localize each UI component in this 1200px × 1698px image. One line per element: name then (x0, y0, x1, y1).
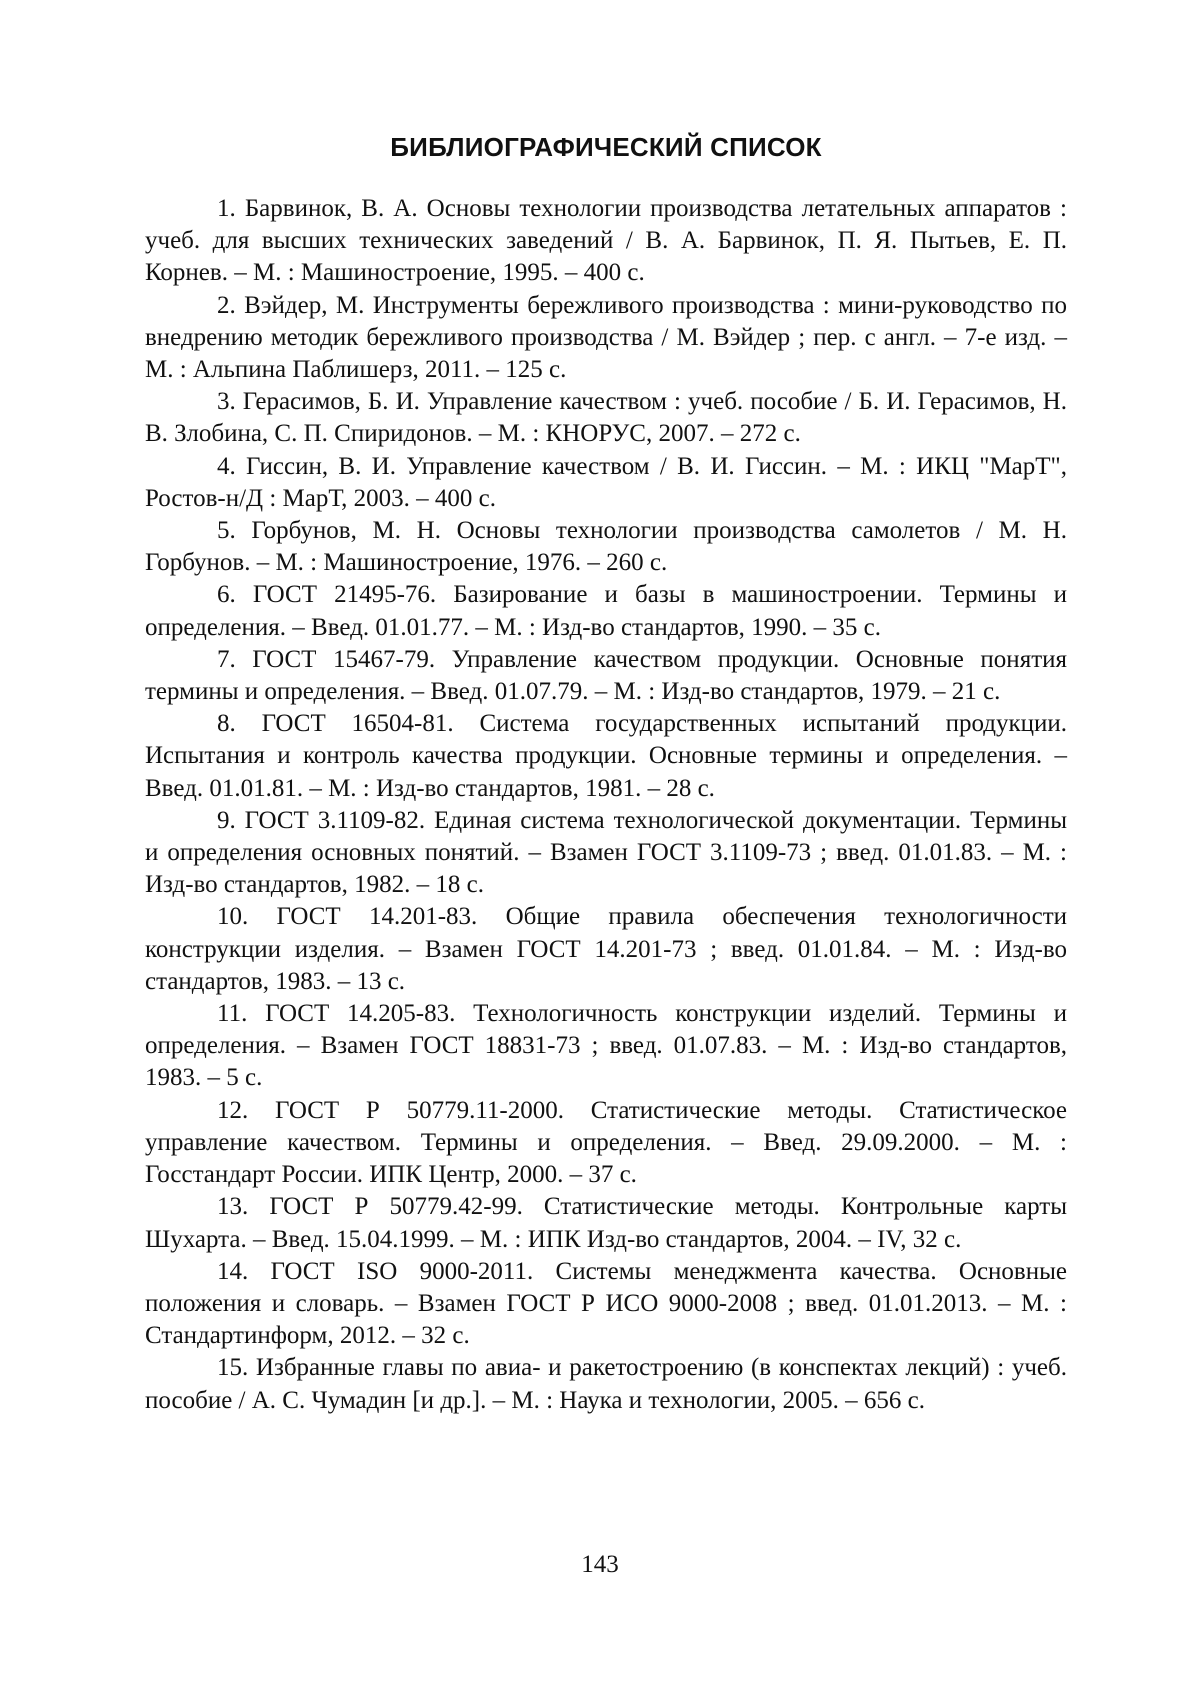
bibliography-list (145, 193, 1067, 1417)
reference-item: 9. ГОСТ 3.1109-82. Единая система технологической документации. Термины и определения основных понятий. – Взамен ГОСТ 3.1109-73 ; введ. 01.01.83. – М. : Изд-во стандартов, 1982. – 18 с. (145, 806, 1067, 899)
reference-item: 8. ГОСТ 16504-81. Система государственных испытаний продукции. Испытания и контроль качества продукции. Основные термины и определения. – Введ. 01.01.81. – М. : Изд-во стандартов, 1981. – 28 с. (145, 710, 1067, 802)
reference-item: 10. ГОСТ 14.201-83. Общие правила обеспечения технологичности конструкции изделия. – Взамен ГОСТ 14.201-73 ; введ. 01.01.84. – М. : Изд-во стандартов, 1983. – 13 с. (145, 903, 1067, 995)
reference-item: 7. ГОСТ 15467-79. Управление качеством продукции. Основные понятия термины и определения. – Введ. 01.07.79. – М. : Изд-во стандартов, 1979. – 21 с. (145, 645, 1067, 706)
reference-item: 3. Герасимов, Б. И. Управление качеством : учеб. пособие / Б. И. Герасимов, Н. В. Злобина, С. П. Спиридонов. – М. : КНОРУС, 2007. – 272 с. (145, 388, 1067, 448)
reference-item: 2. Вэйдер, М. Инструменты бережливого производства : мини-руководство по внедрению методик бережливого производства / М. Вэйдер ; пер. с англ. – 7-е изд. – М. : Альпина Паблишерз, 2011. – 125 с. (145, 291, 1067, 384)
reference-item: 14. ГОСТ ISO 9000-2011. Системы менеджмента качества. Основные положения и словарь. – Взамен ГОСТ Р ИСО 9000-2008 ; введ. 01.01.2013. – М. : Стандартинформ, 2012. – 32 с. (145, 1257, 1067, 1350)
reference-item: 5. Горбунов, М. Н. Основы технологии производства самолетов / М. Н. Горбунов. – М. : Машиностроение, 1976. – 260 с. (145, 517, 1067, 577)
reference-item: 13. ГОСТ Р 50779.42-99. Статистические методы. Контрольные карты Шухарта. – Введ. 15.04.1999. – М. : ИПК Изд-во стандартов, 2004. – IV, 32 с. (145, 1193, 1067, 1253)
reference-item: 6. ГОСТ 21495-76. Базирование и базы в машиностроении. Термины и определения. – Введ. 01.01.77. – М. : Изд-во стандартов, 1990. – 35 с. (145, 581, 1067, 641)
page-title: БИБЛИОГРАФИЧЕСКИЙ СПИСОК (390, 132, 822, 162)
page-content (145, 132, 1067, 1417)
reference-item: 12. ГОСТ Р 50779.11-2000. Статистические методы. Статистическое управление качеством. Термины и определения. – Введ. 29.09.2000. – М. : Госстандарт России. ИПК Центр, 2000. – 37 с. (145, 1096, 1067, 1189)
reference-item: 1. Барвинок, В. А. Основы технологии производства летательных аппаратов : учеб. для высших технических заведений / В. А. Барвинок, П. Я. Пытьев, Е. П. Корнев. – М. : Машиностроение, 1995. – 400 с. (145, 195, 1067, 287)
reference-item: 15. Избранные главы по авиа- и ракетостроению (в конспектах лекций) : учеб. пособие / А. С. Чумадин [и др.]. – М. : Наука и технологии, 2005. – 656 с. (145, 1354, 1067, 1414)
page-number: 143 (581, 1551, 619, 1578)
reference-item: 11. ГОСТ 14.205-83. Технологичность конструкции изделий. Термины и определения. – Взамен ГОСТ 18831-73 ; введ. 01.07.83. – М. : Изд-во стандартов, 1983. – 5 с. (145, 1000, 1067, 1092)
reference-item: 4. Гиссин, В. И. Управление качеством / В. И. Гиссин. – М. : ИКЦ "МарТ", Ростов-н/Д : МарТ, 2003. – 400 с. (145, 452, 1067, 512)
